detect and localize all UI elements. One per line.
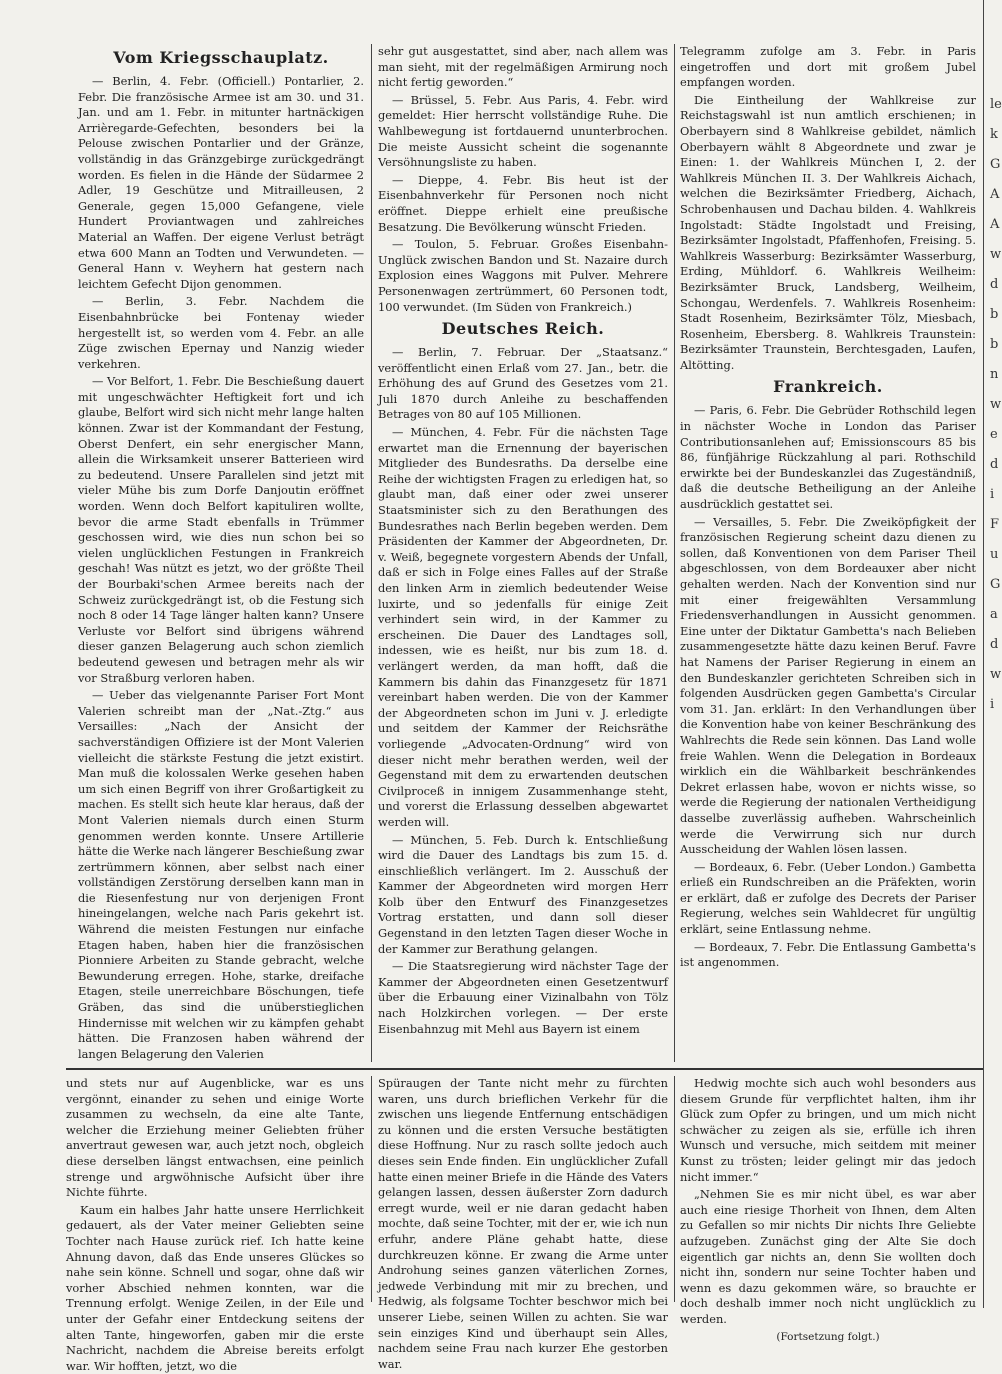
edge-fragment: w bbox=[990, 667, 1002, 682]
page-edge-divider bbox=[983, 0, 984, 1308]
edge-fragment: d bbox=[990, 637, 999, 652]
article-paragraph: — Dieppe, 4. Febr. Bis heut ist der Eisenbahnverkehr für Personen noch nicht eröffnet. Dieppe erhielt eine preußische Besatzung. Die Bevölkerung wünscht Frieden. bbox=[378, 172, 668, 234]
edge-fragment: le bbox=[990, 97, 1002, 112]
edge-fragment: F bbox=[990, 517, 1000, 532]
upper-column-3 bbox=[680, 44, 976, 1062]
feuilleton-separator bbox=[66, 1068, 983, 1070]
article-paragraph: — Vor Belfort, 1. Febr. Die Beschießung dauert mit ungeschwächter Heftigkeit fort und ich glaube, Belfort wird sich nicht mehr lange halten können. Zwar ist der Kommandant der Festung, Oberst Denfert, ein sehr energischer Mann, allein die Wirksamkeit unserer Batterieen wird zu bedeutend. Unsere Parallelen sind jetzt mit vieler Mühe bis zum Dorfe Danjoutin eröffnet worden. Wenn doch Belfort kapituliren wollte, bevor die arme Stadt ebenfalls in Trümmer geschossen wird, wie dies nun schon bei so vielen unglücklichen Festungen in Frankreich geschah! Was nützt es jetzt, wo der größte Theil der Bourbaki'schen Armee bereits nach der Schweiz zurückgedrängt ist, ob die Festung sich noch 8 oder 14 Tage länger halten kann? Unsere Verluste vor Belfort sind übrigens während dieser ganzen Belagerung auch schon ziemlich bedeutend gewesen und betragen mehr als wir vor Straßburg verloren haben. bbox=[78, 374, 365, 685]
article-paragraph: — Versailles, 5. Febr. Die Zweiköpfigkeit der französischen Regierung scheint dazu dienen zu sollen, daß Konventionen von dem Pariser Theil abgeschlossen, von dem Bordeauxer aber nicht gehalten werden. Nach der Konvention sind nur mit einer freigewählten Versammlung Friedensverhandlungen in Aussicht genommen. Eine unter der Diktatur Gambetta's nach Belieben zusammengesetzte hätte dazu keinen Beruf. Favre hat Namens der Pariser Regierung in einem an den Bundeskanzler gerichteten Schreiben sich in folgenden Ausdrücken gegen Gambetta's Circular vom 31. Jan. erklärt: In den Verhandlungen über die Konvention habe von keiner Beschränkung des Wahlrechts die Rede sein können. Das Land wolle freie Wahlen. Wenn die Delegation in Bordeaux wirklich ein die Wählbarkeit beschränkendes Dekret erlassen habe, wovon er nichts wisse, so werde die Regierung der nationalen Vertheidigung dasselbe zuverlässig aufheben. Wahrscheinlich werde die Verwirrung sich nur durch Ausscheidung der Wahlen lösen lassen. bbox=[680, 514, 976, 857]
continuation-note: (Fortsetzung folgt.) bbox=[776, 1330, 880, 1343]
column-divider bbox=[371, 1076, 372, 1302]
edge-fragment: b bbox=[990, 307, 999, 322]
edge-fragment: i bbox=[990, 487, 995, 502]
story-paragraph: und stets nur auf Augenblicke, war es uns vergönnt, einander zu sehen und einige Worte zusammen zu wechseln, da eine alte Tante, welcher die Erziehung meiner Geliebten früher anvertraut gewesen war, auch jetzt noch, obgleich diese derselben längst entwachsen, eine peinlich strenge und argwöhnische Aufsicht über ihre Nichte führte. bbox=[66, 1076, 364, 1200]
edge-fragment: n bbox=[990, 367, 999, 382]
upper-column-2 bbox=[378, 44, 668, 1062]
edge-fragment: A bbox=[990, 217, 1000, 232]
story-paragraph: Kaum ein halbes Jahr hatte unsere Herrlichkeit gedauert, als der Vater meiner Geliebten seine Tochter nach Hause zurück rief. Ich hatte keine Ahnung davon, daß das Ende unseres Glückes so nahe sein könne. Schnell und sogar, ohne daß wir vorher Abschied nehmen konnten, war die Trennung erfolgt. Wenige Zeilen, in der Eile und unter der Gefahr einer Entdeckung seitens der alten Tante, hingeworfen, gaben mir die erste Nachricht, nachdem die Abreise bereits erfolgt war. Wir hofften, jetzt, wo die bbox=[66, 1202, 364, 1373]
article-paragraph: — Berlin, 3. Febr. Nachdem die Eisenbahnbrücke bei Fontenay wieder hergestellt ist, so werden vom 4. Febr. an alle Züge zwischen Epernay und Nanzig wieder verkehren. bbox=[78, 294, 364, 371]
feuilleton-column-2 bbox=[378, 1076, 668, 1371]
edge-fragment: w bbox=[990, 247, 1002, 262]
feuilleton-column-3 bbox=[680, 1076, 976, 1343]
story-paragraph: „Nehmen Sie es mir nicht übel, es war aber auch eine riesige Thorheit von Ihnen, dem Alten zu Gefallen so mir nichts Dir nichts Ihre Geliebte aufzugeben. Zunächst ging der Alte Sie doch eigentlich gar nichts an, denn Sie wollten doch nicht ihn, sondern nur seine Tochter haben und wenn es dazu gekommen wäre, so brauchte er doch deshalb immer noch nicht unglücklich zu werden. bbox=[680, 1187, 976, 1326]
section-heading-kriegsschauplatz: Vom Kriegsschauplatz. bbox=[113, 48, 329, 67]
article-paragraph: — Bordeaux, 6. Febr. (Ueber London.) Gambetta erließ ein Rundschreiben an die Präfekten, worin er erklärt, daß er zufolge des Decrets der Pariser Regierung, welches sein Wahldecret für ungültig erklärt, seine Entlassung nehme. bbox=[680, 859, 976, 937]
edge-fragment: G bbox=[990, 157, 1001, 172]
adjacent-page-fragments bbox=[990, 90, 1000, 720]
column-divider bbox=[371, 44, 372, 1062]
article-paragraph: — Berlin, 7. Februar. Der „Staatsanz.“ veröffentlicht einen Erlaß vom 27. Jan., betr. die Erhöhung des auf Grund des Gesetzes vom 21. Juli 1870 durch Anleihe zu beschaffenden Betrages von 80 auf 105 Millionen. bbox=[378, 345, 668, 422]
article-paragraph: — Paris, 6. Febr. Die Gebrüder Rothschild legen in nächster Woche in London das Pariser Contributionsanlehen auf; Emissionscours 85 bis 86, fünfjährige Rückzahlung al pari. Rothschild erwirkte bei der Bundeskanzlei das Zugeständniß, daß die deutsche Betheiligung an der Anleihe ausdrücklich gestattet sei. bbox=[680, 403, 976, 512]
edge-fragment: d bbox=[990, 277, 999, 292]
feuilleton-column-1 bbox=[66, 1076, 364, 1373]
column-divider bbox=[674, 44, 675, 1062]
edge-fragment: u bbox=[990, 547, 999, 562]
column-divider bbox=[674, 1076, 675, 1302]
article-paragraph: — Berlin, 4. Febr. (Officiell.) Pontarlier, 2. Febr. Die französische Armee ist am 30. und 31. Jan. und am 1. Febr. in mitunter hartnäckigen Arrièregarde-Gefechten, besonders bei la Pelouse zwischen Pontarlier und der Gränze, vollständig in das Gränzgebirge zurückgedrängt worden. Es fielen in die Hände der Südarmee 2 Adler, 19 Geschütze und Mitrailleusen, 2 Generale, gegen 15,000 Gefangene, viele Hundert Proviantwagen und zahlreiches Material an Waffen. Der eigene Verlust beträgt etwa 600 Mann an Todten und Verwundeten. — General Hann v. Weyhern hat gestern nach leichtem Gefecht Dijon genommen. bbox=[78, 74, 364, 291]
article-paragraph: — Brüssel, 5. Febr. Aus Paris, 4. Febr. wird gemeldet: Hier herrscht vollständige Ruhe. Die Wahlbewegung ist fortdauernd ununterbrochen. Die meiste Aussicht scheint die sogenannte Versöhnungsliste zu haben. bbox=[378, 92, 668, 170]
article-paragraph: — Ueber das vielgenannte Pariser Fort Mont Valerien schreibt man der „Nat.-Ztg.“ aus Versailles: „Nach der Ansicht der sachverständigen Offiziere ist der Mont Valerien vielleicht die stärkste Festung die jetzt existirt. Man muß die kolossalen Werke gesehen haben um sich einen Begriff von ihrer Großartigkeit zu machen. Es stellt sich heute klar heraus, daß der Mont Valerien niemals durch einen Sturm genommen werden konnte. Unsere Artillerie hätte die Werke nach längerer Beschießung zwar zertrümmern können, aber selbst nach einer vollständigen Zerstörung derselben kann man in die Riesenfestung nur von derjenigen Front hineingelangen, welche nach Paris gekehrt ist. Während die meisten Festungen nur einfache Etagen haben, haben hier die französischen Pionniere Arbeiten zu Stande gebracht, welche Bewunderung erregen. Hohe, starke, dreifache Etagen, steile unerreichbare Böschungen, tiefe Gräben, das sind die unüberstieglichen Hindernisse mit welchen wir zu kämpfen gehabt hätten. Die Franzosen haben während der langen Belagerung den Valerien bbox=[78, 688, 364, 1061]
edge-fragment: d bbox=[990, 457, 999, 472]
edge-fragment: e bbox=[990, 427, 998, 442]
article-paragraph: — Bordeaux, 7. Febr. Die Entlassung Gambetta's ist angenommen. bbox=[680, 939, 976, 970]
edge-fragment: G bbox=[990, 577, 1001, 592]
article-paragraph: Telegramm zufolge am 3. Febr. in Paris eingetroffen und dort mit großem Jubel empfangen worden. bbox=[680, 44, 976, 90]
article-paragraph: — Toulon, 5. Februar. Großes Eisenbahn-Unglück zwischen Bandon und St. Nazaire durch Explosion eines Waggons mit Pulver. Mehrere Personenwagen zertrümmert, 60 Personen todt, 100 verwundet. (Im Süden von Frankreich.) bbox=[378, 237, 668, 314]
article-paragraph: — München, 4. Febr. Für die nächsten Tage erwartet man die Ernennung der bayerischen Mitglieder des Bundesraths. Da derselbe eine Reihe der wichtigsten Fragen zu erledigen hat, so glaubt man, daß einer oder zwei unserer Staatsminister sich zu den Berathungen des Bundesrathes nach Berlin begeben werden. Dem Präsidenten der Kammer der Abgeordneten, Dr. v. Weiß, begegnete vorgestern Abends der Unfall, daß er sich in Folge eines Falles auf der Straße den linken Arm in ziemlich bedeutender Weise luxirte, und so jedenfalls für einige Zeit verhindert sein wird, in der Kammer zu erscheinen. Die Dauer des Landtages soll, indessen, wie es heißt, nur bis zum 18. d. verlängert werden, da man hofft, daß die Kammern bis dahin das Finanzgesetz für 1871 vereinbart haben werden. Die von der Kammer der Abgeordneten schon im Juni v. J. erledigte und seitdem der Kammer der Reichsräthe vorliegende „Advocaten-Ordnung“ wird von dieser nicht mehr berathen werden, weil der Gegenstand mit dem zu erwartenden deutschen Civilproceß in innigem Zusammenhange steht, und vorerst die Erlassung desselben abgewartet werden will. bbox=[378, 425, 668, 829]
edge-fragment: w bbox=[990, 397, 1002, 412]
edge-fragment: A bbox=[990, 187, 1000, 202]
article-paragraph: Die Eintheilung der Wahlkreise zur Reichstagswahl ist nun amtlich erschienen; in Oberbayern sind 8 Wahlkreise gebildet, nämlich Oberbayern wählt 8 Abgeordnete und zwar je Einen: 1. der Wahlkreis München I, 2. der Wahlkreis München II. 3. Der Wahlkreis Aichach, welchen die Bezirksämter Friedberg, Aichach, Schrobenhausen und Dachau bilden. 4. Wahlkreis Ingolstadt: Städte Ingolstadt und Freising, Bezirksämter Ingolstadt, Pfaffenhofen, Freising. 5. Wahlkreis Wasserburg: Bezirksämter Wasserburg, Erding, Mühldorf. 6. Wahlkreis Weilheim: Bezirksämter Bruck, Landsberg, Weilheim, Schongau, Werdenfels. 7. Wahlkreis Rosenheim: Stadt Rosenheim, Bezirksämter Tölz, Miesbach, Rosenheim, Ebersberg. 8. Wahlkreis Traunstein: Bezirksämter Traunstein, Berchtesgaden, Laufen, Altötting. bbox=[680, 92, 976, 372]
article-paragraph: sehr gut ausgestattet, sind aber, nach allem was man sieht, mit der regelmäßigen Armirung noch nicht fertig geworden.“ bbox=[378, 44, 668, 90]
story-paragraph: Spüraugen der Tante nicht mehr zu fürchten waren, uns durch brieflichen Verkehr für die zwischen uns liegende Entfernung entschädigen zu können und die ersten Versuche bestätigten diese Hoffnung. Nur zu rasch sollte jedoch auch dieses sein Ende finden. Ein unglücklicher Zufall hatte einen meiner Briefe in die Hände des Vaters gelangen lassen, dessen äußerster Zorn dadurch erregt wurde, weil er nie daran gedacht haben mochte, daß seine Tochter, mit der er, wie ich nun erfuhr, andere Pläne gehabt hatte, diese durchkreuzen könne. Er zwang die Arme unter Androhung seines ganzen väterlichen Zornes, jedwede Verbindung mit mir zu brechen, und Hedwig, als folgsame Tochter beschwor mich bei unserer Liebe, seinen Willen zu achten. Sie war sein einziges Kind und überhaupt sein Alles, nachdem seine Frau nach kurzer Ehe gestorben war. bbox=[378, 1076, 668, 1371]
section-heading-deutsches-reich: Deutsches Reich. bbox=[441, 319, 605, 339]
edge-fragment: k bbox=[990, 127, 998, 142]
edge-fragment: i bbox=[990, 697, 995, 712]
article-paragraph: — Die Staatsregierung wird nächster Tage der Kammer der Abgeordneten einen Gesetzentwurf über die Erbauung einer Vizinalbahn von Tölz nach Holzkirchen vorlegen. — Der erste Eisenbahnzug mit Mehl aus Bayern ist einem bbox=[378, 959, 668, 1036]
section-heading-frankreich: Frankreich. bbox=[773, 377, 883, 397]
story-paragraph: Hedwig mochte sich auch wohl besonders aus diesem Grunde für verpflichtet halten, ihm ihr Glück zum Opfer zu bringen, und um mich nicht schwächer zu zeigen als sie, erfülle ich ihren Wunsch und versuche, mich seitdem mit meiner Kunst zu trösten; leider gelingt mir das jedoch nicht immer.“ bbox=[680, 1076, 976, 1184]
edge-fragment: a bbox=[990, 607, 998, 622]
upper-column-1 bbox=[78, 44, 364, 1062]
article-paragraph: — München, 5. Feb. Durch k. Entschließung wird die Dauer des Landtags bis zum 15. d. einschließlich verlängert. Im 2. Ausschuß der Kammer der Abgeordneten wird morgen Herr Kolb über den Entwurf des Finanzgesetzes Vortrag erstatten, und dann soll dieser Gegenstand in den letzten Tagen dieser Woche in der Kammer zur Berathung gelangen. bbox=[378, 832, 668, 956]
edge-fragment: b bbox=[990, 337, 999, 352]
